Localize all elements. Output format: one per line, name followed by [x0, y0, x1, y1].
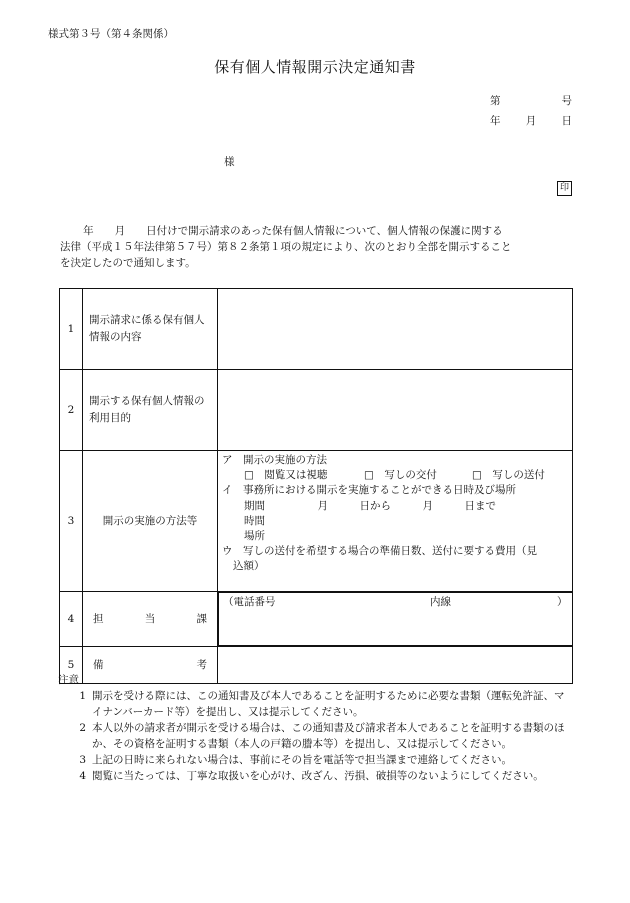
- close-paren: ）: [557, 596, 568, 608]
- method-i-title: イ 事務所における開示を実施することができる日時及び場所: [222, 484, 516, 497]
- body-line-3: を決定したので通知します。: [60, 257, 196, 269]
- go-label: 号: [561, 95, 572, 107]
- row-content-field[interactable]: [218, 370, 573, 451]
- row-number: 4: [60, 592, 83, 647]
- label-char: 当: [144, 612, 156, 625]
- note-item: 1 開示を受ける際には、この通知書及び本人であることを証明するために必要な書類（運転免許証、マイナンバーカード等）を提出し、又は提示してください。: [79, 690, 565, 718]
- addressee-suffix: 様: [224, 156, 235, 168]
- dai-label: 第: [490, 95, 501, 107]
- method-u-line-2: 込額）: [233, 560, 265, 573]
- notes-heading: 注意: [58, 674, 79, 686]
- phone-label: （電話番号: [223, 596, 276, 608]
- seal-mark: 印: [557, 181, 572, 196]
- label-char: 考: [196, 658, 207, 671]
- form-id: 様式第３号（第４条関係）: [48, 28, 174, 40]
- row-label: 開示請求に係る保有個人情報の内容: [83, 289, 218, 370]
- day-label: 日: [561, 115, 572, 127]
- row-label: [83, 592, 218, 647]
- option-view-checkbox[interactable]: □ 閲覧又は視聴: [244, 469, 328, 482]
- method-i-period: 期間 月 日から 月 日まで: [244, 499, 496, 512]
- option-send-checkbox[interactable]: □ 写しの送付: [472, 469, 545, 482]
- note-item: 4 閲覧に当たっては、丁寧な取扱いを心がけ、改ざん、汚損、破損等のないようにしてください。: [79, 770, 544, 782]
- method-a-options: [222, 468, 568, 483]
- notes-section: [60, 672, 574, 784]
- method-i-time: 時間: [244, 514, 265, 527]
- row-number: 3: [60, 451, 83, 592]
- body-line-2: 法律（平成１５年法律第５７号）第８２条第１項の規定により、次のとおり全部を開示すること: [60, 241, 512, 253]
- label-char: 担: [93, 612, 104, 625]
- table-row: [60, 289, 573, 370]
- note-item: 2 本人以外の請求者が開示を受ける場合は、この通知書及び請求者本人であることを証明する書類のほか、その資格を証明する書類（本人の戸籍の謄本等）を提出し、又は提示してください。: [79, 722, 565, 750]
- row-number: 2: [60, 370, 83, 451]
- method-a-title: ア 開示の実施の方法: [222, 454, 327, 466]
- row-number: 5: [60, 647, 83, 684]
- method-i-place: 場所: [244, 530, 265, 543]
- page-title: 保有個人情報開示決定通知書: [214, 58, 416, 76]
- body-line-1: 年 月 日付けで開示請求のあった保有個人情報について、個人情報の保護に関する: [83, 225, 503, 237]
- row-content-field[interactable]: [218, 289, 573, 370]
- row-number: 1: [60, 289, 83, 370]
- month-label: 月: [525, 115, 537, 127]
- contact-field[interactable]: [218, 592, 573, 646]
- document-number-date: [490, 93, 572, 133]
- table-row: [60, 451, 573, 592]
- disclosure-method-content: [218, 451, 573, 592]
- table-row: [60, 370, 573, 451]
- table-row: [60, 592, 573, 647]
- row-label: 開示する保有個人情報の利用目的: [83, 370, 218, 451]
- extension-label: 内線: [430, 596, 451, 608]
- option-copy-checkbox[interactable]: □ 写しの交付: [364, 469, 437, 482]
- body-paragraph: [60, 223, 572, 271]
- row-label: 開示の実施の方法等: [83, 451, 218, 592]
- year-label: 年: [490, 115, 501, 127]
- note-item: 3 上記の日時に来られない場合は、事前にその旨を電話等で担当課まで連絡してください。: [79, 754, 512, 766]
- label-char: 課: [196, 612, 207, 625]
- label-char: 備: [93, 658, 104, 671]
- method-u-line-1: ウ 写しの送付を希望する場合の準備日数、送付に要する費用（見: [222, 545, 537, 558]
- disclosure-table: [59, 288, 573, 684]
